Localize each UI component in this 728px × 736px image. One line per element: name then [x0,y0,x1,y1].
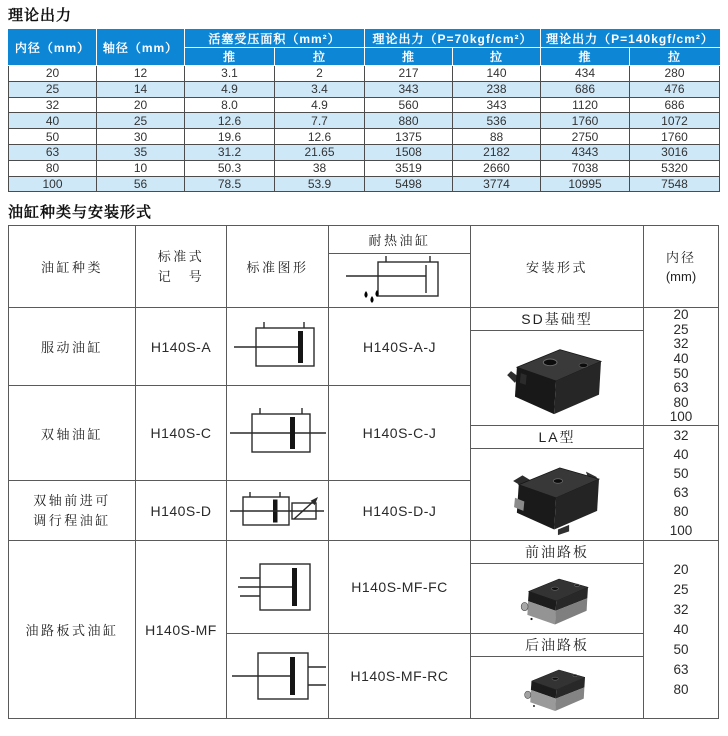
bore-value: 80 [673,394,689,410]
output-table-cell: 434 [541,66,630,82]
single-rod-cylinder-diagram-cell [227,308,329,386]
oil-drops-icon [364,290,378,303]
header-shaft-diameter: 轴径（mm） [97,30,185,66]
output-table-cell: 7548 [630,176,720,192]
bore-value: 32 [673,428,689,443]
output-table-cell: 2182 [453,144,541,160]
double-rod-cylinder-diagram-icon [228,390,328,476]
code-manifold-plate: H140S-MF [136,541,227,719]
theoretical-output-table [8,29,720,192]
bore-value: 63 [673,485,689,500]
bore-value: 50 [673,641,689,657]
bore-value: 32 [673,601,689,617]
bore-value: 25 [673,321,689,337]
output-table-cell: 1072 [630,113,720,129]
single-rod-cylinder-diagram-icon [228,311,328,383]
header-bore: 内径 (mm) [644,226,719,308]
output-table-cell: 1375 [365,129,453,145]
la-mount-photo-cell [471,449,644,541]
output-table-cell: 238 [453,81,541,97]
output-table-cell: 30 [97,129,185,145]
kind-adjustable-stroke: 双轴前进可 调行程油缸 [9,481,136,541]
rear-manifold-photo [501,660,613,716]
header-mount-form: 安装形式 [471,226,644,308]
bore-value: 25 [673,581,689,597]
bore-value: 40 [673,621,689,637]
manifold-front-port-cylinder-diagram-icon [228,545,328,629]
output-table-cell: 12 [97,66,185,82]
sd-mount-photo-cell [471,331,644,426]
mount-label-sd-base: SD基础型 [471,308,644,331]
output-table-cell: 5320 [630,160,720,176]
bore-value: 63 [673,661,689,677]
bore-list-la [644,426,719,541]
header-output-p70: 理论出力（P=70kgf/cm²） [365,30,541,48]
output-table-row [9,160,720,176]
output-table-cell: 686 [630,97,720,113]
output-table-cell: 1120 [541,97,630,113]
bore-value: 63 [673,380,689,396]
heat-code-double-rod: H140S-C-J [329,386,471,481]
output-table-cell: 217 [365,66,453,82]
header-bore-diameter: 内径（mm） [9,30,97,66]
code-double-rod: H140S-C [136,386,227,481]
output-table-cell: 25 [97,113,185,129]
kind-double-rod: 双轴油缸 [9,386,136,481]
heat-code-manifold-front: H140S-MF-FC [329,541,471,634]
output-table-cell: 2 [275,66,365,82]
output-table-cell: 686 [541,81,630,97]
output-table-cell: 35 [97,144,185,160]
output-table-cell: 7.7 [275,113,365,129]
output-table-cell: 343 [453,97,541,113]
heat-code-manifold-rear: H140S-MF-RC [329,634,471,719]
bore-value: 100 [669,523,693,538]
heat-code-single-rod: H140S-A-J [329,308,471,386]
output-table-cell: 100 [9,176,97,192]
bore-value: 20 [673,307,689,323]
section-title-theoretical-output: 理论出力 [8,7,73,24]
section-title-cylinder-types: 油缸种类与安装形式 [8,204,153,221]
sd-mount-photo [496,334,618,422]
output-table-cell: 8.0 [185,97,275,113]
heat-resistant-cylinder-diagram-icon [330,255,470,307]
output-table-cell: 25 [9,81,97,97]
bore-value: 80 [673,681,689,697]
output-table-cell: 4.9 [185,81,275,97]
manifold-front-port-diagram-cell [227,541,329,634]
output-table-cell: 7038 [541,160,630,176]
bore-value: 32 [673,336,689,352]
output-table-row [9,176,720,192]
output-table-cell: 80 [9,160,97,176]
header-output-p140: 理论出力（P=140kgf/cm²） [541,30,720,48]
subheader-pull: 拉 [630,48,720,66]
code-adjustable-stroke: H140S-D [136,481,227,541]
rear-manifold-photo-cell [471,657,644,719]
header-standard-code: 标准式 记 号 [136,226,227,308]
output-table-cell: 2660 [453,160,541,176]
output-table-cell: 10995 [541,176,630,192]
output-table-cell: 63 [9,144,97,160]
output-table-row [9,81,720,97]
subheader-pull: 拉 [275,48,365,66]
output-table-cell: 50 [9,129,97,145]
double-rod-cylinder-diagram-cell [227,386,329,481]
output-table-cell: 476 [630,81,720,97]
output-table-cell: 31.2 [185,144,275,160]
output-table-cell: 56 [97,176,185,192]
output-table-cell: 3.4 [275,81,365,97]
output-table-cell: 536 [453,113,541,129]
manifold-rear-port-diagram-cell [227,634,329,719]
bore-value: 40 [673,447,689,462]
output-table-cell: 40 [9,113,97,129]
output-table-cell: 1760 [630,129,720,145]
la-mount-photo [496,453,618,537]
bore-value: 40 [673,350,689,366]
heat-code-adjustable-stroke: H140S-D-J [329,481,471,541]
front-manifold-photo-cell [471,564,644,634]
output-table-cell: 88 [453,129,541,145]
mount-label-front-manifold: 前油路板 [471,541,644,564]
bore-value: 100 [669,409,693,425]
mount-label-la: LA型 [471,426,644,449]
subheader-push: 推 [365,48,453,66]
output-table-cell: 53.9 [275,176,365,192]
output-table-cell: 140 [453,66,541,82]
output-table-cell: 19.6 [185,129,275,145]
kind-manifold-plate: 油路板式油缸 [9,541,136,719]
bore-value: 80 [673,504,689,519]
output-table-cell: 1508 [365,144,453,160]
output-table-row [9,97,720,113]
subheader-push: 推 [541,48,630,66]
front-manifold-photo [499,568,615,630]
output-table-cell: 32 [9,97,97,113]
output-table-row [9,113,720,129]
output-table-cell: 38 [275,160,365,176]
output-table-row [9,66,720,82]
output-table-cell: 880 [365,113,453,129]
output-table-cell: 4.9 [275,97,365,113]
output-table-cell: 3519 [365,160,453,176]
output-table-cell: 560 [365,97,453,113]
heat-resistant-cylinder-diagram-cell [329,254,471,308]
header-piston-area: 活塞受压面积（mm²） [185,30,365,48]
bore-value: 50 [673,365,689,381]
output-table-cell: 2750 [541,129,630,145]
output-table-cell: 12.6 [275,129,365,145]
output-table-cell: 4343 [541,144,630,160]
cylinder-types-table [8,225,719,719]
header-cylinder-kind: 油缸种类 [9,226,136,308]
double-rod-adjustable-stroke-cylinder-diagram-icon [228,484,328,538]
output-table-cell: 3016 [630,144,720,160]
output-table-cell: 50.3 [185,160,275,176]
output-table-cell: 1760 [541,113,630,129]
output-table-cell: 3774 [453,176,541,192]
adjustable-stroke-cylinder-diagram-cell [227,481,329,541]
bore-value: 50 [673,466,689,481]
output-table-cell: 20 [9,66,97,82]
output-table-cell: 78.5 [185,176,275,192]
output-table-cell: 14 [97,81,185,97]
code-single-rod: H140S-A [136,308,227,386]
output-table-row [9,129,720,145]
output-table-cell: 10 [97,160,185,176]
bore-list-sd [644,308,719,426]
output-table-cell: 343 [365,81,453,97]
output-table-cell: 280 [630,66,720,82]
header-standard-figure: 标准图形 [227,226,329,308]
manifold-rear-port-cylinder-diagram-icon [228,638,328,714]
bore-list-manifold [644,541,719,719]
output-table-cell: 20 [97,97,185,113]
output-table-cell: 12.6 [185,113,275,129]
output-table-cell: 21.65 [275,144,365,160]
output-table-row [9,144,720,160]
subheader-push: 推 [185,48,275,66]
header-heat-resistant: 耐热油缸 [329,226,471,254]
subheader-pull: 拉 [453,48,541,66]
kind-single-rod: 服动油缸 [9,308,136,386]
bore-value: 20 [673,561,689,577]
output-table-cell: 3.1 [185,66,275,82]
mount-label-rear-manifold: 后油路板 [471,634,644,657]
output-table-cell: 5498 [365,176,453,192]
